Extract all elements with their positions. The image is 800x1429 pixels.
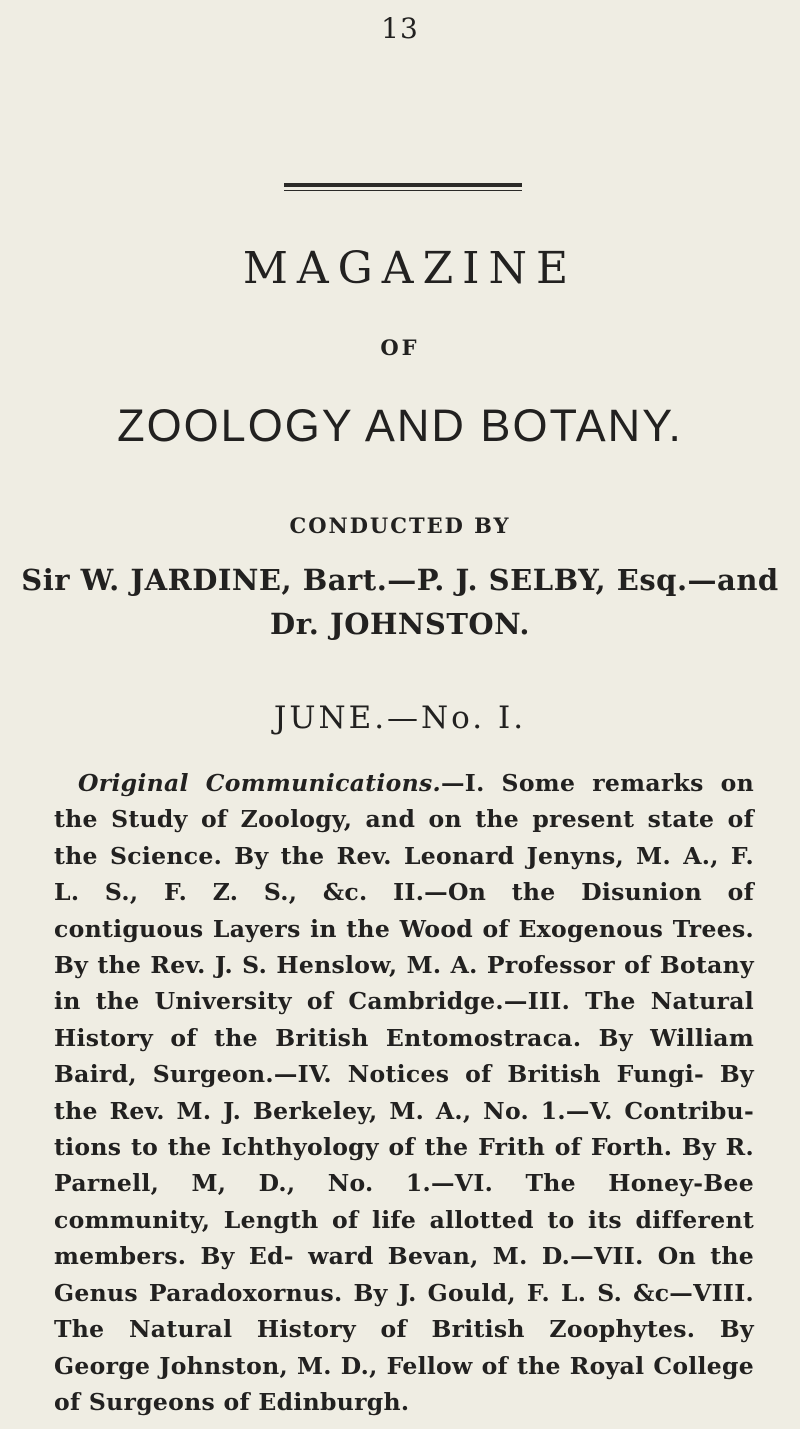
conducted-by: CONDUCTED BY [289,513,511,538]
page-number: 13 [381,12,419,45]
contents-heading: Original Communications. [78,769,441,797]
contents-paragraph [54,765,754,1420]
double-rule-thick [284,183,522,187]
title-zoology-and-botany: ZOOLOGY AND BOTANY. [117,400,683,451]
double-rule-thin [284,190,522,191]
title-of: OF [380,335,420,360]
contents-body: —I. Some remarks on the Study of Zoology, and on the present state of the Science. By the Rev. Leonard Jenyns, M. A., F. L. S., F. Z. S., &c. II.—On the Disunion of contiguous Layers in the Wood of Exogenous Trees. By the Rev. J. S. Henslow, M. A. Professor of Botany in the University of Cambridge.—III. The Natural History of the British Entomostraca. By William Baird, Surgeon.—IV. Notices of British Fungi- By the Rev. M. J. Berkeley, M. A., No. 1.—V. Contribu- tions to the Ichthyology of the Frith of Forth. By R. Parnell, M, D., No. 1.—VI. The Honey-Bee community, Length of life allotted to its different members. By Ed- ward Bevan, M. D.—VII. On the Genus Paradoxornus. By J. Gould, F. L. S. &c—VIII. The Natural History of British Zoophytes. By George Johnston, M. D., Fellow of the Royal College of Surgeons of Edinburgh. [54,769,754,1416]
editors-line-2: Dr. JOHNSTON. [270,607,530,641]
editors-line-1: Sir W. JARDINE, Bart.—P. J. SELBY, Esq.—and [21,563,779,597]
editors [0,558,800,646]
issue-number: JUNE.—No. I. [273,700,527,736]
title-magazine: MAGAZINE [242,243,578,294]
